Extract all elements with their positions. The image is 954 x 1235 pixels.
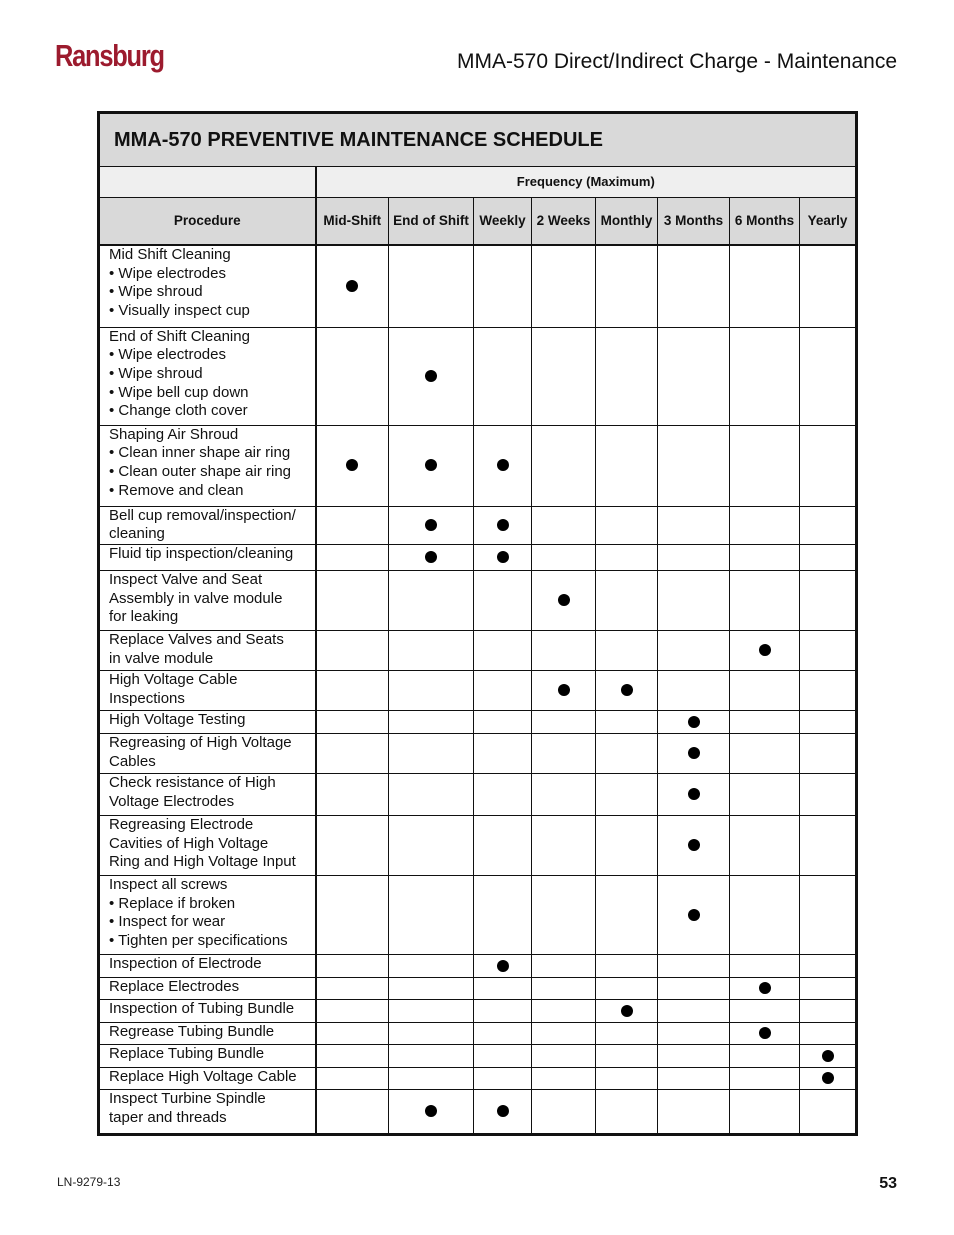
- filled-dot-icon: [688, 788, 700, 800]
- frequency-cell: [389, 1089, 474, 1133]
- frequency-cell: [730, 630, 800, 670]
- procedure-line: Mid Shift Cleaning: [109, 246, 231, 263]
- frequency-cell: [316, 544, 389, 570]
- frequency-cell: [596, 670, 658, 710]
- frequency-cell: [316, 773, 389, 815]
- frequency-cell: [532, 670, 596, 710]
- frequency-cell: [596, 815, 658, 875]
- procedure-line: taper and threads: [109, 1108, 227, 1126]
- filled-dot-icon: [425, 1105, 437, 1117]
- frequency-cell: [800, 954, 856, 977]
- frequency-cell: [474, 544, 532, 570]
- frequency-cell: [532, 977, 596, 999]
- frequency-cell: [532, 733, 596, 773]
- frequency-cell: [389, 544, 474, 570]
- table-row: [100, 670, 856, 710]
- frequency-cell: [532, 544, 596, 570]
- frequency-cell: [474, 1089, 532, 1133]
- frequency-cell: [532, 630, 596, 670]
- frequency-cell: [800, 630, 856, 670]
- frequency-cell: [532, 1067, 596, 1089]
- frequency-cell: [316, 1089, 389, 1133]
- frequency-cell: [316, 630, 389, 670]
- frequency-cell: [596, 1089, 658, 1133]
- procedure-line: High Voltage Testing: [109, 710, 246, 728]
- filled-dot-icon: [497, 519, 509, 531]
- frequency-cell: [316, 425, 389, 506]
- procedure-header: Procedure: [100, 198, 316, 246]
- frequency-cell: [730, 570, 800, 630]
- procedure-line: Cavities of High Voltage: [109, 834, 269, 852]
- frequency-cell: [532, 245, 596, 327]
- table-row: [100, 1089, 856, 1133]
- filled-dot-icon: [497, 551, 509, 563]
- frequency-cell: [474, 815, 532, 875]
- frequency-cell: [532, 815, 596, 875]
- filled-dot-icon: [688, 716, 700, 728]
- procedure-cell: [100, 733, 316, 773]
- frequency-cell: [658, 630, 730, 670]
- frequency-cell: [730, 875, 800, 954]
- frequency-cell: [800, 245, 856, 327]
- frequency-cell: [800, 327, 856, 425]
- procedure-line: Ring and High Voltage Input: [109, 853, 296, 871]
- column-header-yearly: Yearly: [800, 198, 856, 246]
- frequency-cell: [532, 1022, 596, 1044]
- filled-dot-icon: [425, 551, 437, 563]
- frequency-cell: [389, 570, 474, 630]
- procedure-line: Inspect Valve and Seat: [109, 570, 263, 588]
- procedure-cell: [100, 327, 316, 425]
- procedure-cell: [100, 815, 316, 875]
- column-header-3-months: 3 Months: [658, 198, 730, 246]
- frequency-cell: [658, 733, 730, 773]
- frequency-cell: [730, 327, 800, 425]
- frequency-cell: [730, 815, 800, 875]
- frequency-cell: [316, 710, 389, 733]
- table-row: [100, 544, 856, 570]
- table-row: [100, 815, 856, 875]
- frequency-cell: [596, 425, 658, 506]
- filled-dot-icon: [558, 684, 570, 696]
- procedure-line: Replace Valves and Seats: [109, 630, 284, 648]
- frequency-cell: [474, 245, 532, 327]
- frequency-cell: [800, 544, 856, 570]
- filled-dot-icon: [497, 1105, 509, 1117]
- frequency-cell: [596, 773, 658, 815]
- filled-dot-icon: [621, 684, 633, 696]
- frequency-cell: [730, 245, 800, 327]
- procedure-cell: [100, 1067, 316, 1089]
- procedure-line: Bell cup removal/inspection/: [109, 506, 296, 524]
- schedule-body: [100, 245, 856, 1133]
- table-title: MMA-570 PREVENTIVE MAINTENANCE SCHEDULE: [100, 114, 856, 167]
- frequency-cell: [389, 773, 474, 815]
- frequency-cell: [316, 733, 389, 773]
- header-blank-cell: [100, 167, 316, 198]
- frequency-cell: [316, 327, 389, 425]
- frequency-cell: [316, 245, 389, 327]
- frequency-cell: [389, 327, 474, 425]
- frequency-cell: [730, 1044, 800, 1067]
- column-header-6-months: 6 Months: [730, 198, 800, 246]
- frequency-cell: [532, 1089, 596, 1133]
- frequency-cell: [316, 1022, 389, 1044]
- frequency-cell: [316, 1044, 389, 1067]
- procedure-line: • Wipe electrodes: [109, 264, 226, 282]
- procedure-cell: [100, 1089, 316, 1133]
- table-row: [100, 875, 856, 954]
- table-row: [100, 710, 856, 733]
- filled-dot-icon: [497, 459, 509, 471]
- frequency-cell: [658, 245, 730, 327]
- frequency-cell: [800, 710, 856, 733]
- procedure-cell: [100, 544, 316, 570]
- procedure-line: • Replace if broken: [109, 894, 236, 912]
- frequency-cell: [532, 773, 596, 815]
- procedure-cell: [100, 245, 316, 327]
- frequency-cell: [730, 710, 800, 733]
- filled-dot-icon: [425, 459, 437, 471]
- frequency-cell: [730, 1022, 800, 1044]
- frequency-cell: [596, 1067, 658, 1089]
- procedure-line: • Visually inspect cup: [109, 302, 250, 320]
- frequency-cell: [658, 815, 730, 875]
- frequency-cell: [596, 506, 658, 544]
- frequency-cell: [800, 1044, 856, 1067]
- procedure-cell: [100, 506, 316, 544]
- procedure-line: Regreasing of High Voltage: [109, 733, 292, 751]
- filled-dot-icon: [621, 1005, 633, 1017]
- document-code: LN-9279-13: [57, 1175, 121, 1189]
- frequency-cell: [596, 710, 658, 733]
- table-row: [100, 954, 856, 977]
- procedure-line: • Wipe shroud: [109, 283, 203, 301]
- table-row: [100, 506, 856, 544]
- procedure-line: • Remove and clean: [109, 481, 244, 499]
- procedure-line: Check resistance of High: [109, 773, 276, 791]
- frequency-cell: [316, 506, 389, 544]
- frequency-cell: [658, 977, 730, 999]
- frequency-cell: [596, 570, 658, 630]
- procedure-line: Inspect Turbine Spindle: [109, 1089, 266, 1107]
- frequency-cell: [474, 506, 532, 544]
- frequency-cell: [389, 1022, 474, 1044]
- filled-dot-icon: [688, 909, 700, 921]
- frequency-cell: [316, 670, 389, 710]
- frequency-cell: [596, 1044, 658, 1067]
- procedure-cell: [100, 977, 316, 999]
- procedure-cell: [100, 773, 316, 815]
- frequency-cell: [474, 733, 532, 773]
- procedure-line: Replace Tubing Bundle: [109, 1044, 265, 1062]
- procedure-line: for leaking: [109, 608, 179, 626]
- frequency-cell: [800, 506, 856, 544]
- procedure-line: Inspection of Tubing Bundle: [109, 999, 295, 1017]
- procedure-cell: [100, 670, 316, 710]
- frequency-cell: [800, 733, 856, 773]
- procedure-line: • Tighten per specifications: [109, 932, 288, 950]
- frequency-cell: [316, 954, 389, 977]
- procedure-line: Inspect all screws: [109, 875, 228, 893]
- procedure-cell: [100, 425, 316, 506]
- procedure-line: • Clean inner shape air ring: [109, 444, 291, 462]
- frequency-cell: [658, 425, 730, 506]
- frequency-cell: [658, 1022, 730, 1044]
- procedure-line: Fluid tip inspection/cleaning: [109, 544, 294, 562]
- filled-dot-icon: [558, 594, 570, 606]
- frequency-cell: [474, 977, 532, 999]
- frequency-cell: [730, 544, 800, 570]
- frequency-cell: [800, 1067, 856, 1089]
- column-header-end-of-shift: End of Shift: [389, 198, 474, 246]
- frequency-cell: [800, 875, 856, 954]
- frequency-cell: [532, 710, 596, 733]
- frequency-cell: [730, 425, 800, 506]
- filled-dot-icon: [759, 644, 771, 656]
- column-header-mid-shift: Mid-Shift: [316, 198, 389, 246]
- filled-dot-icon: [346, 459, 358, 471]
- frequency-cell: [658, 506, 730, 544]
- frequency-cell: [800, 977, 856, 999]
- frequency-cell: [389, 1044, 474, 1067]
- frequency-cell: [658, 710, 730, 733]
- procedure-line: cleaning: [109, 525, 165, 543]
- frequency-cell: [596, 1022, 658, 1044]
- procedure-line: • Clean outer shape air ring: [109, 462, 292, 480]
- table-row: [100, 999, 856, 1022]
- frequency-cell: [389, 670, 474, 710]
- table-row: [100, 733, 856, 773]
- table-row: [100, 327, 856, 425]
- frequency-header: Frequency (Maximum): [316, 167, 856, 198]
- filled-dot-icon: [688, 839, 700, 851]
- frequency-cell: [389, 954, 474, 977]
- procedure-cell: [100, 1022, 316, 1044]
- frequency-cell: [730, 999, 800, 1022]
- frequency-cell: [658, 1089, 730, 1133]
- frequency-cell: [474, 570, 532, 630]
- procedure-line: Inspections: [109, 689, 185, 707]
- frequency-cell: [389, 245, 474, 327]
- frequency-cell: [800, 570, 856, 630]
- frequency-cell: [658, 773, 730, 815]
- procedure-cell: [100, 954, 316, 977]
- frequency-cell: [389, 815, 474, 875]
- procedure-line: Shaping Air Shroud: [109, 425, 239, 443]
- frequency-cell: [389, 875, 474, 954]
- frequency-cell: [474, 875, 532, 954]
- frequency-cell: [316, 875, 389, 954]
- procedure-line: • Wipe electrodes: [109, 346, 226, 364]
- procedure-line: Assembly in valve module: [109, 589, 283, 607]
- table-row: [100, 1022, 856, 1044]
- procedure-line: Cables: [109, 752, 156, 770]
- frequency-cell: [596, 954, 658, 977]
- table-row: [100, 1044, 856, 1067]
- procedure-line: Regrease Tubing Bundle: [109, 1022, 275, 1040]
- procedure-line: • Change cloth cover: [109, 402, 248, 420]
- table-row: [100, 630, 856, 670]
- frequency-cell: [730, 1089, 800, 1133]
- frequency-cell: [389, 630, 474, 670]
- procedure-line: in valve module: [109, 649, 214, 667]
- table-row: [100, 570, 856, 630]
- procedure-line: Replace High Voltage Cable: [109, 1067, 297, 1085]
- frequency-cell: [532, 954, 596, 977]
- filled-dot-icon: [346, 280, 358, 292]
- table-row: [100, 425, 856, 506]
- frequency-cell: [800, 670, 856, 710]
- frequency-cell: [730, 954, 800, 977]
- table-row: [100, 245, 856, 327]
- filled-dot-icon: [688, 747, 700, 759]
- procedure-cell: [100, 630, 316, 670]
- filled-dot-icon: [425, 370, 437, 382]
- frequency-cell: [730, 977, 800, 999]
- frequency-cell: [800, 815, 856, 875]
- frequency-cell: [532, 875, 596, 954]
- frequency-cell: [316, 1067, 389, 1089]
- frequency-cell: [658, 544, 730, 570]
- frequency-cell: [474, 1022, 532, 1044]
- procedure-line: • Wipe bell cup down: [109, 383, 249, 401]
- frequency-cell: [658, 327, 730, 425]
- procedure-line: • Wipe shroud: [109, 364, 203, 382]
- procedure-cell: [100, 999, 316, 1022]
- frequency-cell: [800, 999, 856, 1022]
- frequency-cell: [474, 630, 532, 670]
- procedure-line: Inspection of Electrode: [109, 954, 262, 972]
- table-row: [100, 773, 856, 815]
- procedure-line: • Inspect for wear: [109, 913, 226, 931]
- procedure-line: End of Shift Cleaning: [109, 327, 250, 345]
- frequency-cell: [730, 773, 800, 815]
- frequency-cell: [800, 1022, 856, 1044]
- filled-dot-icon: [759, 1027, 771, 1039]
- page-number: 53: [879, 1175, 897, 1192]
- column-header-2-weeks: 2 Weeks: [532, 198, 596, 246]
- frequency-cell: [389, 425, 474, 506]
- frequency-cell: [474, 954, 532, 977]
- frequency-cell: [658, 1044, 730, 1067]
- frequency-cell: [474, 1067, 532, 1089]
- procedure-line: Voltage Electrodes: [109, 792, 235, 810]
- procedure-cell: [100, 710, 316, 733]
- frequency-cell: [316, 815, 389, 875]
- procedure-cell: [100, 1044, 316, 1067]
- frequency-cell: [474, 773, 532, 815]
- procedure-line: Regreasing Electrode: [109, 815, 254, 833]
- frequency-cell: [800, 1089, 856, 1133]
- frequency-cell: [316, 999, 389, 1022]
- filled-dot-icon: [497, 960, 509, 972]
- filled-dot-icon: [822, 1050, 834, 1062]
- column-header-monthly: Monthly: [596, 198, 658, 246]
- ransburg-logo: Ransburg: [55, 38, 164, 73]
- frequency-cell: [474, 425, 532, 506]
- frequency-cell: [730, 1067, 800, 1089]
- filled-dot-icon: [759, 982, 771, 994]
- filled-dot-icon: [822, 1072, 834, 1084]
- frequency-cell: [389, 1067, 474, 1089]
- frequency-cell: [800, 773, 856, 815]
- frequency-cell: [596, 544, 658, 570]
- procedure-line: High Voltage Cable: [109, 670, 238, 688]
- frequency-cell: [316, 977, 389, 999]
- filled-dot-icon: [425, 519, 437, 531]
- frequency-cell: [658, 1067, 730, 1089]
- page-header-title: MMA-570 Direct/Indirect Charge - Maintenance: [456, 50, 897, 73]
- frequency-cell: [596, 875, 658, 954]
- frequency-cell: [730, 506, 800, 544]
- frequency-cell: [532, 1044, 596, 1067]
- frequency-cell: [800, 425, 856, 506]
- frequency-cell: [316, 570, 389, 630]
- frequency-cell: [389, 977, 474, 999]
- frequency-cell: [596, 977, 658, 999]
- frequency-cell: [532, 999, 596, 1022]
- frequency-cell: [389, 999, 474, 1022]
- maintenance-schedule-table: [99, 113, 856, 1134]
- frequency-cell: [389, 710, 474, 733]
- procedure-line: Replace Electrodes: [109, 977, 240, 995]
- frequency-cell: [532, 570, 596, 630]
- frequency-cell: [532, 506, 596, 544]
- frequency-cell: [474, 999, 532, 1022]
- frequency-cell: [658, 999, 730, 1022]
- frequency-cell: [596, 733, 658, 773]
- procedure-cell: [100, 570, 316, 630]
- procedure-cell: [100, 875, 316, 954]
- frequency-cell: [474, 670, 532, 710]
- frequency-cell: [658, 875, 730, 954]
- frequency-cell: [658, 670, 730, 710]
- frequency-cell: [596, 630, 658, 670]
- frequency-cell: [474, 1044, 532, 1067]
- frequency-cell: [596, 327, 658, 425]
- frequency-cell: [532, 425, 596, 506]
- frequency-cell: [596, 999, 658, 1022]
- column-header-weekly: Weekly: [474, 198, 532, 246]
- frequency-cell: [389, 506, 474, 544]
- frequency-cell: [730, 670, 800, 710]
- frequency-cell: [389, 733, 474, 773]
- frequency-cell: [596, 245, 658, 327]
- table-row: [100, 977, 856, 999]
- frequency-cell: [474, 327, 532, 425]
- frequency-cell: [658, 570, 730, 630]
- frequency-cell: [474, 710, 532, 733]
- frequency-cell: [658, 954, 730, 977]
- frequency-cell: [532, 327, 596, 425]
- frequency-cell: [730, 733, 800, 773]
- table-row: [100, 1067, 856, 1089]
